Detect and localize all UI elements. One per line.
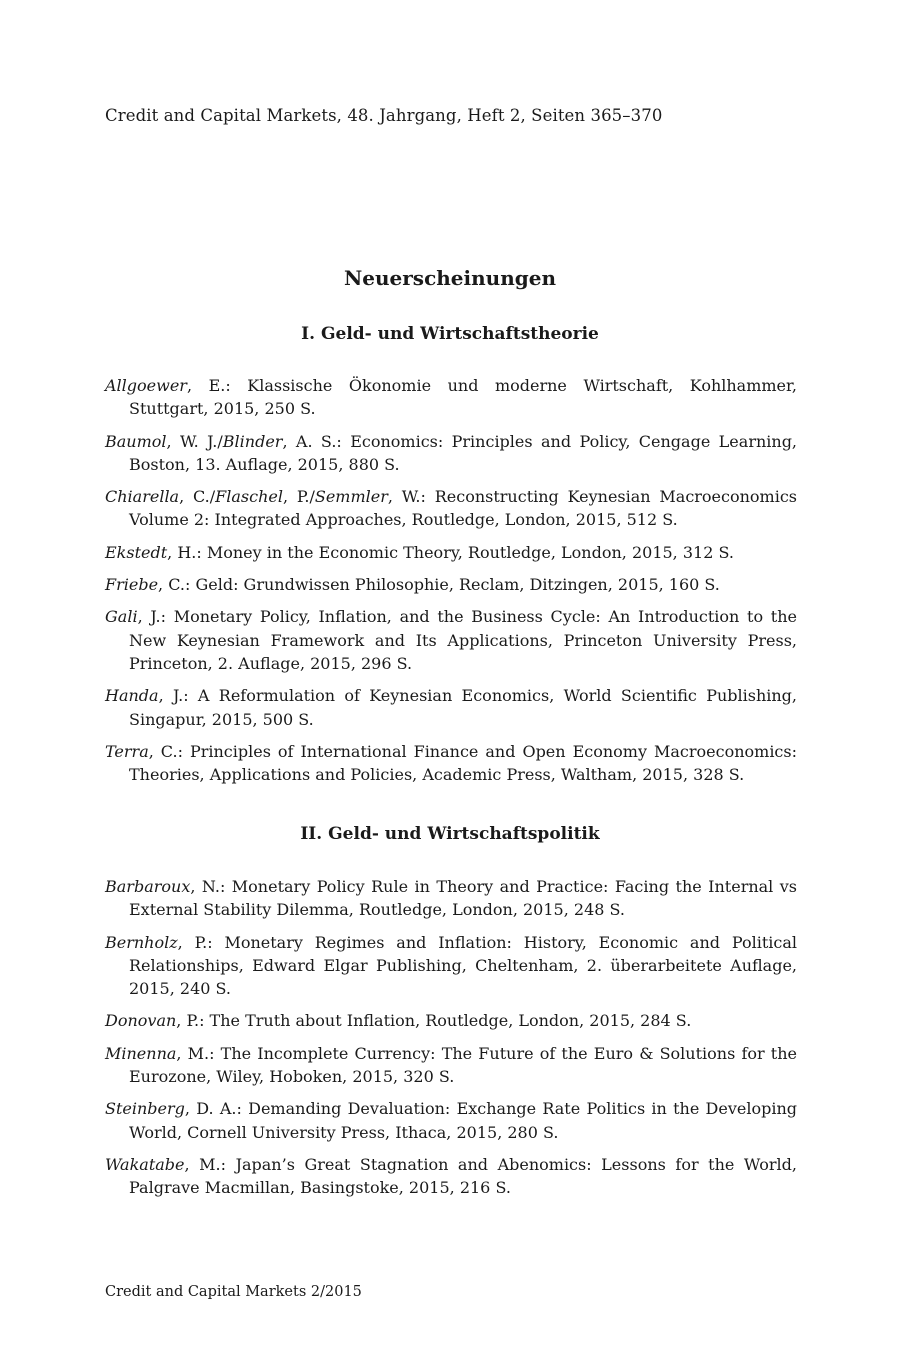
section-heading-1 [0,324,900,344]
entry-details: : Geld: Grundwissen Philosophie, Reclam, Ditzingen, 2015, 160 S. [184,575,720,595]
author-name: Donovan [105,1011,177,1031]
page-title: Neuerscheinungen [344,266,556,290]
section-title: Geld- und Wirtschaftstheorie [321,324,599,344]
entry-list-2 [105,875,797,1209]
section-number: I. [301,324,315,344]
author-name: Flaschel [215,487,283,507]
author-name: Ekstedt [105,542,168,562]
author-name: Chiarella [105,487,180,507]
entry-details: : The Incomplete Currency: The Future of the Euro & Solutions for the Eurozone, Wiley, Hoboken, 2015, 320 S. [129,1043,798,1087]
list-item: Allgoewer, E.: Klassische Ökonomie und moderne Wirtschaft, Kohlhammer, Stuttgart, 2015, 250 S. [105,376,798,419]
entry-list-1 [105,374,797,795]
author-name: Gali [105,607,138,627]
author-name: Wakatabe [105,1154,185,1174]
list-item: Handa, J.: A Reformulation of Keynesian Economics, World Scientific Publishing, Singapur, 2015, 500 S. [105,686,798,729]
list-item: Barbaroux, N.: Monetary Policy Rule in Theory and Practice: Facing the Internal vs External Stability Dilemma, Routledge, London, 2015, 248 S. [105,877,798,920]
entry-details: : Money in the Economic Theory, Routledge, London, 2015, 312 S. [196,542,734,562]
entry-details: : Economics: Principles and Policy, Cengage Learning, Boston, 13. Auflage, 2015, 880 S. [129,431,798,474]
entry-details: : Principles of International Finance and Open Economy Macroeconomics: Theories, Applications and Policies, Academic Press, Waltham, 2015, 328 S. [129,741,797,785]
entry-details: : Klassische Ökonomie und moderne Wirtschaft, Kohlhammer, Stuttgart, 2015, 250 S. [129,376,798,419]
list-item: Gali, J.: Monetary Policy, Inflation, and the Business Cycle: An Introduction to the New Keynesian Framework and Its Applications, Princeton University Press, Princeton, 2. Auflage, 2015, 296 S. [105,607,797,673]
author-name: Barbaroux [105,877,191,896]
list-item: Chiarella, C./Flaschel, P./Semmler, W.: Reconstructing Keynesian Macroeconomics Volume 2: Integrated Approaches, Routledge, London, 2015, 512 S. [105,487,798,530]
list-item: Friebe, C.: Geld: Grundwissen Philosophie, Reclam, Ditzingen, 2015, 160 S. [105,575,720,595]
entry-details: : Japan’s Great Stagnation and Abenomics: Lessons for the World, Palgrave Macmillan, Basingstoke, 2015, 216 S. [129,1154,797,1198]
author-name: Semmler [314,487,388,507]
author-name: Blinder [222,431,283,451]
list-item: Steinberg, D. A.: Demanding Devaluation: Exchange Rate Politics in the Developing World, Cornell University Press, Ithaca, 2015, 280 S. [105,1099,798,1142]
list-item: Wakatabe, M.: Japan’s Great Stagnation and Abenomics: Lessons for the World, Palgrave Macmillan, Basingstoke, 2015, 216 S. [105,1154,797,1198]
list-item: Ekstedt, H.: Money in the Economic Theory, Routledge, London, 2015, 312 S. [105,542,734,562]
list-item: Terra, C.: Principles of International Finance and Open Economy Macroeconomics: Theories, Applications and Policies, Academic Press, Waltham, 2015, 328 S. [105,741,797,785]
running-head: Credit and Capital Markets, 48. Jahrgang, Heft 2, Seiten 365–370 [105,106,663,125]
list-item: Baumol, W. J./Blinder, A. S.: Economics: Principles and Policy, Cengage Learning, Boston, 13. Auflage, 2015, 880 S. [105,431,798,474]
entry-details: : Demanding Devaluation: Exchange Rate Politics in the Developing World, Cornell University Press, Ithaca, 2015, 280 S. [129,1099,798,1142]
author-name: Minenna [105,1043,177,1063]
author-name: Terra [105,741,149,761]
section-heading-2 [0,824,900,844]
author-name: Baumol [105,431,167,451]
section-title: Geld- und Wirtschaftspolitik [328,824,600,844]
entry-details: : Monetary Policy, Inflation, and the Business Cycle: An Introduction to the New Keynesian Framework and Its Applications, Princeton University Press, Princeton, 2. Auflage, 2015, 296 S. [129,607,797,673]
entry-details: : Monetary Policy Rule in Theory and Practice: Facing the Internal vs External Stability Dilemma, Routledge, London, 2015, 248 S. [129,877,798,920]
entry-details: : Monetary Regimes and Inflation: History, Economic and Political Relationships, Edward Elgar Publishing, Cheltenham, 2. überarbeitete Auflage, 2015, 240 S. [129,932,798,999]
list-item: Bernholz, P.: Monetary Regimes and Inflation: History, Economic and Political Relationships, Edward Elgar Publishing, Cheltenham, 2. überarbeitete Auflage, 2015, 240 S. [105,932,798,999]
list-item: Minenna, M.: The Incomplete Currency: The Future of the Euro & Solutions for the Eurozone, Wiley, Hoboken, 2015, 320 S. [105,1043,798,1087]
author-name: Bernholz [105,932,178,952]
author-name: Friebe [105,575,159,595]
entry-details: : The Truth about Inflation, Routledge, London, 2015, 284 S. [199,1011,692,1031]
entry-details: : Reconstructing Keynesian Macroeconomics Volume 2: Integrated Approaches, Routledge, London, 2015, 512 S. [129,487,798,530]
entry-details: : A Reformulation of Keynesian Economics, World Scientific Publishing, Singapur, 2015, 500 S. [129,686,798,729]
section-number: II. [300,824,323,844]
author-name: Handa [105,686,159,706]
list-item: Donovan, P.: The Truth about Inflation, Routledge, London, 2015, 284 S. [105,1011,692,1031]
author-name: Steinberg [105,1099,185,1119]
author-name: Allgoewer [105,376,187,395]
page-footer: Credit and Capital Markets 2/2015 [105,1284,362,1300]
